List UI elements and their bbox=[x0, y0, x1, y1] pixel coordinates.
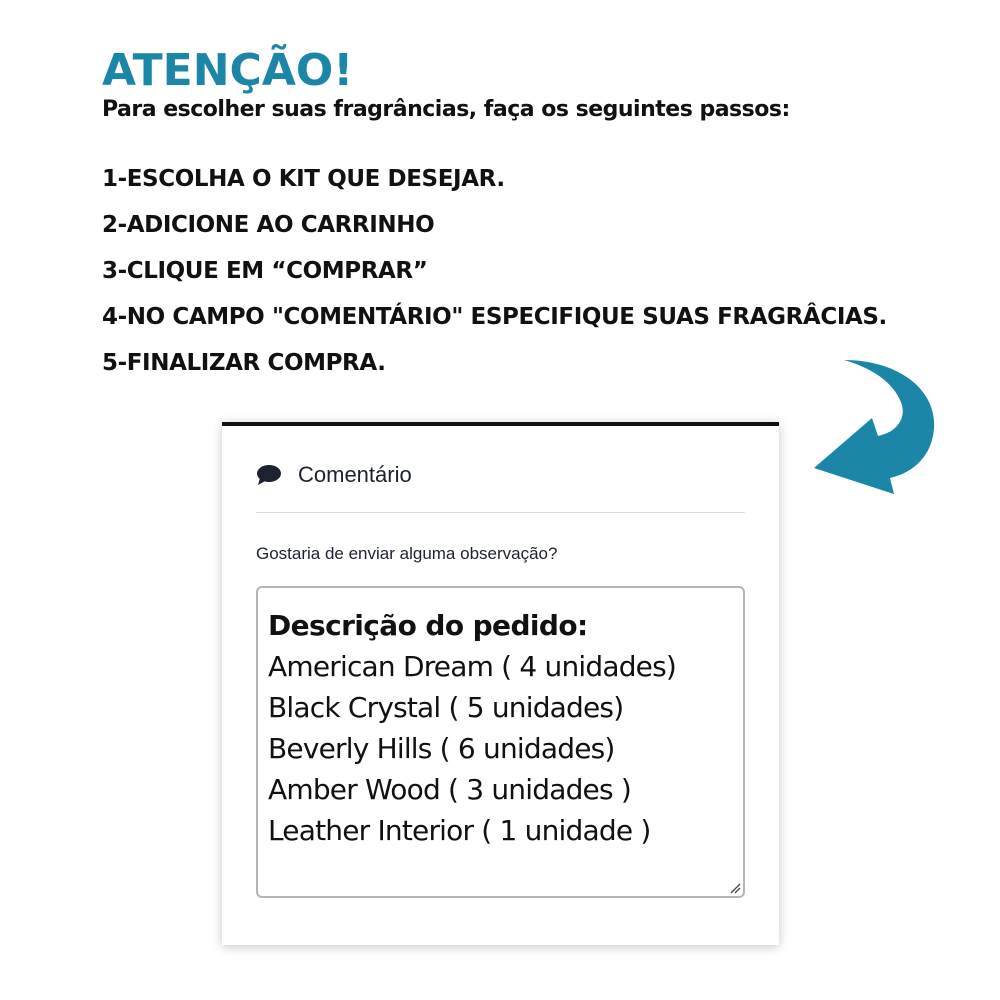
step-item: 4-NO CAMPO "COMENTÁRIO" ESPECIFIQUE SUAS FRAGRÂCIAS. bbox=[102, 304, 887, 330]
card-header bbox=[256, 462, 412, 488]
divider bbox=[256, 512, 745, 513]
curved-arrow-icon bbox=[808, 356, 942, 494]
order-line: Beverly Hills ( 6 unidades) bbox=[268, 732, 615, 765]
chat-bubble-icon bbox=[256, 464, 282, 486]
step-item: 5-FINALIZAR COMPRA. bbox=[102, 350, 386, 376]
step-item: 1-ESCOLHA O KIT QUE DESEJAR. bbox=[102, 166, 505, 192]
step-item: 3-CLIQUE EM “COMPRAR” bbox=[102, 258, 428, 284]
order-description-title: Descrição do pedido: bbox=[268, 609, 588, 642]
card-title: Comentário bbox=[298, 462, 412, 487]
comment-textarea[interactable] bbox=[256, 586, 745, 898]
comment-question: Gostaria de enviar alguma observação? bbox=[256, 544, 558, 563]
attention-heading: ATENÇÃO! bbox=[102, 45, 354, 96]
resize-handle-icon[interactable] bbox=[729, 882, 741, 894]
step-item: 2-ADICIONE AO CARRINHO bbox=[102, 212, 435, 238]
order-line: Black Crystal ( 5 unidades) bbox=[268, 691, 624, 724]
comment-card bbox=[222, 422, 779, 945]
instructions-subtitle: Para escolher suas fragrâncias, faça os seguintes passos: bbox=[102, 97, 790, 122]
order-line: American Dream ( 4 unidades) bbox=[268, 650, 677, 683]
order-line: Amber Wood ( 3 unidades ) bbox=[268, 773, 631, 806]
instructions bbox=[102, 46, 982, 394]
order-line: Leather Interior ( 1 unidade ) bbox=[268, 814, 651, 847]
